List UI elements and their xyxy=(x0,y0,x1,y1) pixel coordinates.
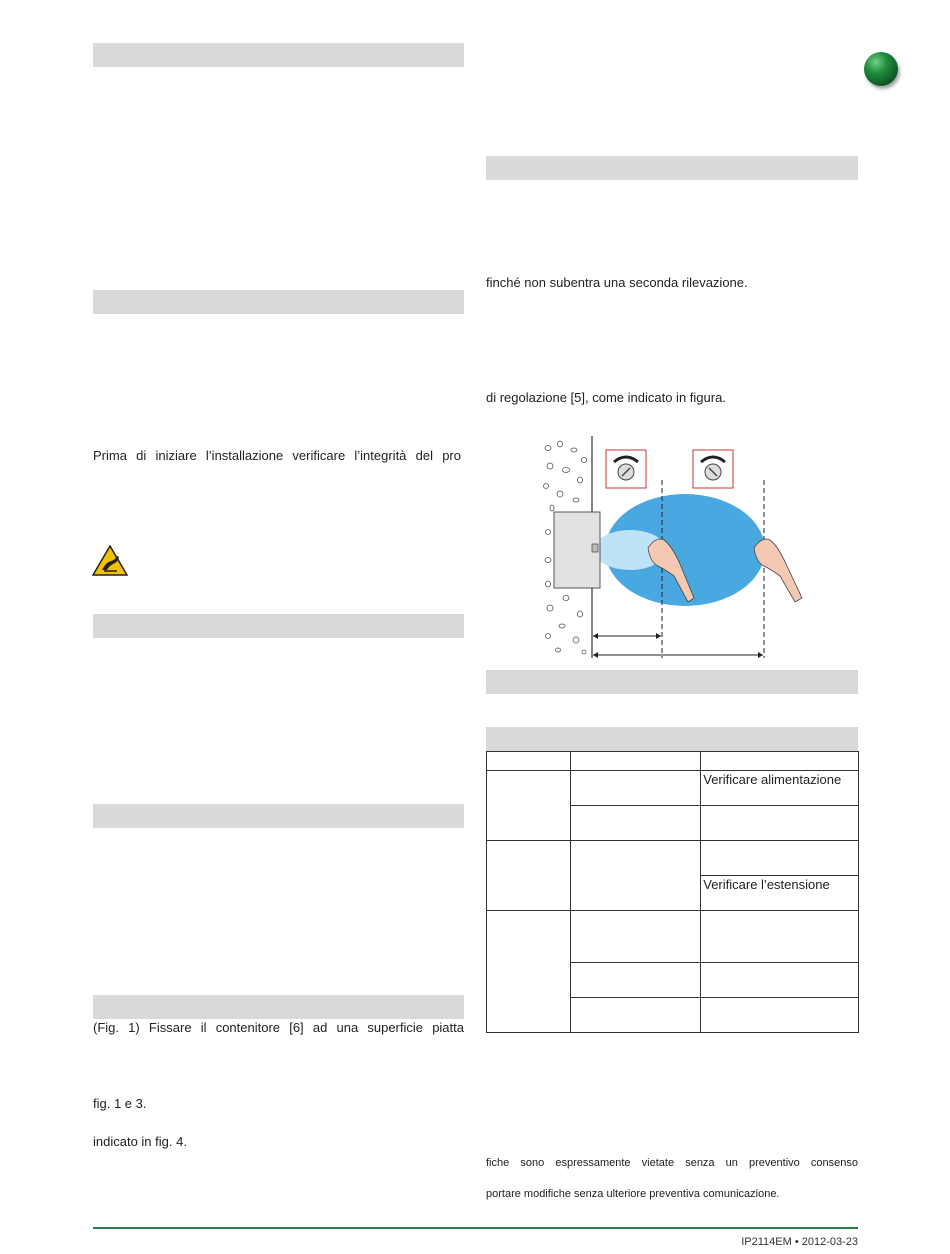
table-cell xyxy=(570,752,701,771)
fig-reference-4: indicato in fig. 4. xyxy=(93,1134,187,1149)
fig-reference-1-3: fig. 1 e 3. xyxy=(93,1096,147,1111)
troubleshooting-table xyxy=(486,751,859,1033)
check-extension-cell: Verificare l’estensione xyxy=(701,876,859,911)
table-cell xyxy=(701,752,859,771)
section-header-bar xyxy=(486,727,858,751)
second-detection-line: finché non subentra una seconda rilevazione. xyxy=(486,275,748,290)
legal-line-2: portare modifiche senza ulteriore preventiva comunicazione. xyxy=(486,1188,780,1200)
table-cell xyxy=(570,911,701,963)
hand-far-icon xyxy=(754,539,802,602)
table-cell xyxy=(570,806,701,841)
table-cell xyxy=(487,771,571,841)
install-check-paragraph: Prima di iniziare l’installazione verificare l’integrità del pro xyxy=(93,448,461,463)
green-dot-icon xyxy=(864,52,898,86)
section-header-bar xyxy=(93,614,464,638)
section-header-bar xyxy=(486,156,858,180)
section-header-bar xyxy=(93,43,464,67)
section-header-bar xyxy=(93,804,464,828)
regulation-line: di regolazione [5], come indicato in figura. xyxy=(486,390,726,405)
section-header-bar xyxy=(93,290,464,314)
legal-line-1: fiche sono espressamente vietate senza un preventivo consenso xyxy=(486,1157,858,1169)
table-cell xyxy=(487,752,571,771)
knob-max-icon xyxy=(693,450,733,488)
table-cell xyxy=(701,998,859,1033)
table-cell xyxy=(701,963,859,998)
section-header-bar xyxy=(93,995,464,1019)
table-cell xyxy=(701,806,859,841)
section-header-bar xyxy=(486,670,858,694)
table-cell xyxy=(570,771,701,806)
table-cell xyxy=(487,841,571,911)
table-cell xyxy=(570,998,701,1033)
detection-range-figure xyxy=(540,436,810,660)
footer-divider xyxy=(93,1227,858,1229)
esd-warning-icon xyxy=(92,545,128,576)
table-cell xyxy=(570,963,701,998)
table-cell xyxy=(487,911,571,1033)
table-cell xyxy=(701,911,859,963)
document-reference: IP2114EM • 2012-03-23 xyxy=(741,1236,858,1248)
fix-container-paragraph: (Fig. 1) Fissare il contenitore [6] ad una superficie piatta xyxy=(93,1020,464,1035)
table-cell xyxy=(701,841,859,876)
knob-min-icon xyxy=(606,450,646,488)
table-cell xyxy=(570,841,701,911)
check-power-cell: Verificare alimentazione xyxy=(701,771,859,806)
